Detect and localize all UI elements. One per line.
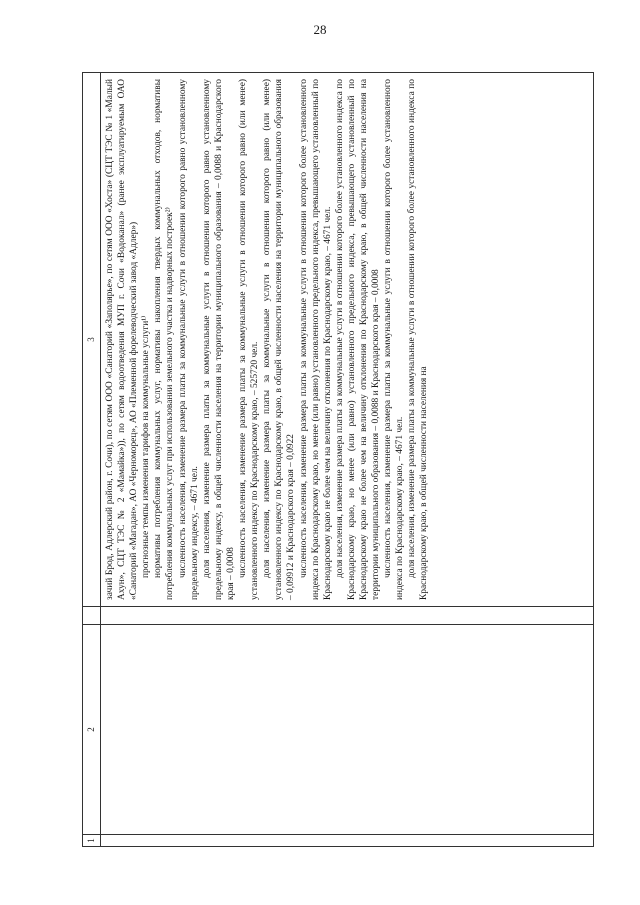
page-number: 28: [313, 22, 327, 37]
paragraph: доля населения, изменение размера платы за коммунальные услуги в отношении которого равно (или менее) установленного индексу по Краснодарскому краю, в общей численности населения на территории муниципального образования – 0,09912 и Краснодарского края – 0,0922: [262, 79, 297, 600]
data-table: [82, 72, 594, 847]
paragraph: доля населения, изменение размера платы за коммунальные услуги в отношении которого более установленного индекса по Краснодарскому краю, в общей численности населения на: [407, 79, 430, 600]
column-header-1: 1: [83, 834, 101, 846]
column-header-empty: [83, 606, 101, 624]
paragraph: численность населения, изменение размера платы за коммунальные услуги в отношении которого более установленного индекса по Краснодарскому краю, – 4671 чел.: [383, 79, 406, 600]
paragraph: доля населения, изменение размера платы за коммунальные услуги в отношении которого равно установленному предельному индексу, в общей численности населения на территории муниципального образования – 0,0088 и Краснодарского края – 0,0008: [201, 79, 236, 600]
cell-col-narrow: [101, 606, 593, 624]
paragraph: численность населения, изменение размера платы за коммунальные услуги в отношении которого равно установленному предельному индексу, – 4671 чел.: [177, 79, 200, 600]
paragraph: зачий Брод, Адлерский район, г. Сочи), по сетям ООО «Санаторий «Заполярье», по сетям ООО «Хоста» (СЦТ ТЭС № 1 «Малый Ахун», СЦТ ТЭС № 2 «Мамайка»)), по сетям водоотведения МУП г. Сочи «Водоканал» (ранее эксплуатируемым ОАО «Санаторий «Магадан», АО «Черноморец», АО «Племенной форелеводческий завод «Адлер»): [105, 79, 140, 600]
paragraph: доля населения, изменение размера платы за коммунальные услуги в отношении которого более установленного индекса по Краснодарскому краю, но менее (или равно) установленного предельного индекса, превышающего установленный по Краснодарскому краю не более чем на величину отклонения по Краснодарскому краю, в общей численности населения на территории муниципального образования – 0,0088 и Краснодарского края – 0,0008: [334, 79, 382, 600]
cell-col-1: [101, 834, 593, 846]
rotated-table-container: [82, 72, 594, 847]
column-header-2: 2: [83, 624, 101, 834]
column-header-3: 3: [83, 73, 101, 606]
cell-col-2: [101, 624, 593, 834]
paragraph: численность населения, изменение размера платы за коммунальные услуги в отношении которого равно (или менее) установленного индексу по Краснодарскому краю, – 525720 чел.: [238, 79, 261, 600]
cell-col-3-text: [101, 73, 593, 606]
paragraph: прогнозные темпы изменения тарифов на коммунальные услуги¹⁾: [141, 315, 152, 578]
paragraph: численность населения, изменение размера платы за коммунальные услуги в отношении которого более установленного индекса по Краснодарскому краю, но менее (или равно) установленного предельного индекса, превышающего установленный по Краснодарскому краю не более чем на величину отклонения по Краснодарскому краю, – 4671 чел.: [298, 79, 333, 600]
paragraph: нормативы потребления коммунальных услуг, нормативы накопления твердых коммунальных отходов, нормативы потребления коммунальных услуг при использовании земельного участка и надворных построек²⁾: [153, 79, 176, 600]
